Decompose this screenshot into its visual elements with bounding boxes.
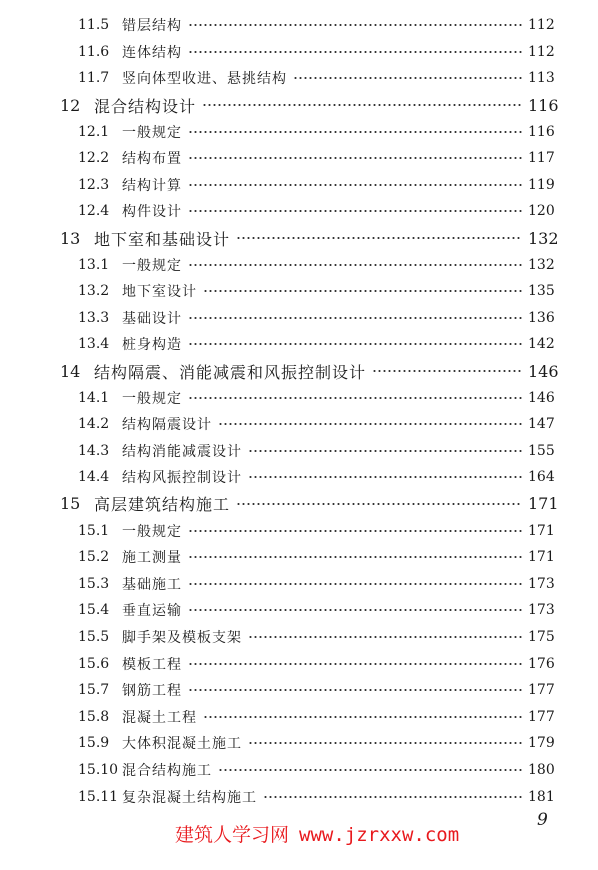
toc-section-row	[0, 305, 598, 332]
toc-title: 构件设计	[122, 204, 182, 221]
toc-page-number: 116	[528, 95, 559, 115]
toc-title: 地下室设计	[122, 284, 197, 301]
dot-leader	[188, 683, 522, 697]
dot-leader	[188, 603, 522, 617]
toc-section-row	[0, 198, 598, 225]
toc-number: 15.11	[78, 788, 119, 805]
toc-number: 15.7	[78, 682, 110, 699]
toc-number: 14.1	[78, 389, 110, 406]
dot-leader	[188, 204, 522, 218]
toc-section-row	[0, 544, 598, 571]
page-number: 9	[537, 810, 548, 830]
toc-title: 一般规定	[122, 124, 182, 141]
dot-leader	[188, 18, 522, 32]
toc-number: 11.5	[78, 17, 110, 34]
toc-page-number: 155	[528, 442, 555, 459]
toc-title: 混合结构施工	[122, 762, 212, 779]
dot-leader	[188, 125, 522, 139]
toc-page-number: 175	[528, 628, 555, 645]
toc-title: 施工测量	[122, 550, 182, 567]
toc-number: 12.2	[78, 150, 110, 167]
toc-page-number: 171	[528, 494, 559, 514]
toc-section-row	[0, 703, 598, 730]
toc-page-number: 179	[528, 735, 555, 752]
toc-section-row	[0, 757, 598, 784]
toc-number: 15	[60, 494, 81, 514]
toc-section-row	[0, 278, 598, 305]
toc-title: 复杂混凝土结构施工	[122, 789, 257, 806]
toc-page-number: 176	[528, 655, 555, 672]
toc-chapter-row	[0, 358, 598, 385]
dot-leader	[293, 71, 522, 85]
toc-page-number: 119	[528, 176, 555, 193]
toc-number: 11.7	[78, 70, 110, 87]
dot-leader	[248, 470, 522, 484]
toc-page-number: 142	[528, 336, 555, 353]
watermark-footer	[175, 820, 459, 847]
toc-page-number: 117	[528, 150, 555, 167]
dot-leader	[202, 98, 522, 112]
dot-leader	[188, 550, 522, 564]
dot-leader	[248, 444, 522, 458]
toc-section-row	[0, 517, 598, 544]
toc-title: 混合结构设计	[94, 96, 197, 116]
toc-title: 结构隔震设计	[122, 417, 212, 434]
toc-number: 15.1	[78, 522, 110, 539]
toc-page-number: 173	[528, 602, 555, 619]
dot-leader	[248, 630, 522, 644]
toc-title: 结构风振控制设计	[122, 470, 242, 487]
toc-section-row	[0, 251, 598, 278]
toc-page-number: 171	[528, 522, 555, 539]
toc-section-row	[0, 331, 598, 358]
toc-number: 13.2	[78, 283, 110, 300]
dot-leader	[188, 391, 522, 405]
toc-title: 结构布置	[122, 151, 182, 168]
dot-leader	[263, 790, 522, 804]
toc-page-number: 132	[528, 256, 555, 273]
toc-page-number: 146	[528, 389, 555, 406]
toc-section-row	[0, 650, 598, 677]
toc-title: 连体结构	[122, 44, 182, 61]
toc-title: 结构消能减震设计	[122, 443, 242, 460]
toc-title: 基础设计	[122, 310, 182, 327]
dot-leader	[236, 497, 522, 511]
toc-number: 15.10	[78, 761, 119, 778]
toc-number: 15.5	[78, 628, 110, 645]
dot-leader	[188, 657, 522, 671]
toc-number: 12.4	[78, 203, 110, 220]
toc-section-row	[0, 597, 598, 624]
toc-number: 13	[60, 228, 81, 248]
toc-section-row	[0, 12, 598, 39]
toc-title: 高层建筑结构施工	[94, 495, 231, 515]
toc-page-number: 136	[528, 309, 555, 326]
toc-number: 13.3	[78, 309, 110, 326]
dot-leader	[188, 337, 522, 351]
toc-section-row	[0, 464, 598, 491]
toc-section-row	[0, 65, 598, 92]
toc-section-row	[0, 677, 598, 704]
toc-number: 13.1	[78, 256, 110, 273]
toc-number: 15.8	[78, 708, 110, 725]
dot-leader	[188, 258, 522, 272]
toc-page-number: 112	[528, 43, 555, 60]
site-name: 建筑人学习网	[175, 824, 290, 846]
toc-title: 桩身构造	[122, 337, 182, 354]
toc-title: 结构计算	[122, 177, 182, 194]
toc-page-number: 171	[528, 549, 555, 566]
toc-page-number: 181	[528, 788, 555, 805]
toc-title: 钢筋工程	[122, 683, 182, 700]
dot-leader	[188, 178, 522, 192]
toc-section-row	[0, 783, 598, 810]
toc-page-number: 132	[528, 228, 559, 248]
toc-page-number: 173	[528, 575, 555, 592]
toc-title: 脚手架及模板支架	[122, 629, 242, 646]
toc-chapter-row	[0, 225, 598, 252]
toc-page-number: 146	[528, 361, 559, 381]
toc-number: 15.4	[78, 602, 110, 619]
toc-section-row	[0, 145, 598, 172]
toc-page-number: 135	[528, 283, 555, 300]
toc-number: 15.9	[78, 735, 110, 752]
toc-number: 12.3	[78, 176, 110, 193]
toc-title: 基础施工	[122, 576, 182, 593]
dot-leader	[188, 45, 522, 59]
toc-number: 14.2	[78, 416, 110, 433]
toc-page-number: 180	[528, 761, 555, 778]
toc-title: 结构隔震、消能减震和风振控制设计	[94, 362, 367, 382]
toc-title: 竖向体型收进、悬挑结构	[122, 71, 287, 88]
toc-title: 地下室和基础设计	[94, 229, 231, 249]
toc-number: 12	[60, 95, 81, 115]
dot-leader	[203, 710, 522, 724]
toc-section-row	[0, 411, 598, 438]
site-url: www.jzrxxw.com	[299, 824, 460, 846]
toc-title: 一般规定	[122, 523, 182, 540]
toc-chapter-row	[0, 491, 598, 518]
toc-page-number: 147	[528, 416, 555, 433]
toc-section-row	[0, 624, 598, 651]
toc-number: 15.6	[78, 655, 110, 672]
dot-leader	[188, 577, 522, 591]
toc-section-row	[0, 39, 598, 66]
toc-number: 12.1	[78, 123, 110, 140]
toc-title: 错层结构	[122, 18, 182, 35]
dot-leader	[248, 736, 522, 750]
toc-title: 大体积混凝土施工	[122, 736, 242, 753]
toc-section-row	[0, 384, 598, 411]
dot-leader	[372, 364, 522, 378]
toc-number: 13.4	[78, 336, 110, 353]
dot-leader	[236, 231, 522, 245]
toc-number: 14.3	[78, 442, 110, 459]
dot-leader	[218, 417, 522, 431]
dot-leader	[188, 524, 522, 538]
dot-leader	[203, 284, 522, 298]
toc-page-number: 177	[528, 708, 555, 725]
toc-number: 14.4	[78, 469, 110, 486]
toc-title: 混凝土工程	[122, 709, 197, 726]
toc-page-number: 164	[528, 469, 555, 486]
toc-number: 15.2	[78, 549, 110, 566]
toc-title: 垂直运输	[122, 603, 182, 620]
toc-title: 一般规定	[122, 390, 182, 407]
toc-number: 14	[60, 361, 81, 381]
toc-section-row	[0, 730, 598, 757]
toc-title: 模板工程	[122, 656, 182, 673]
toc-page-number: 116	[528, 123, 555, 140]
toc-section-row	[0, 172, 598, 199]
toc-number: 15.3	[78, 575, 110, 592]
dot-leader	[188, 151, 522, 165]
toc-chapter-row	[0, 92, 598, 119]
dot-leader	[188, 311, 522, 325]
toc-page-number: 120	[528, 203, 555, 220]
toc-section-row	[0, 438, 598, 465]
toc-section-row	[0, 570, 598, 597]
dot-leader	[218, 763, 522, 777]
toc-number: 11.6	[78, 43, 110, 60]
toc-page-number: 112	[528, 17, 555, 34]
toc-page-number: 113	[528, 70, 555, 87]
table-of-contents	[0, 12, 598, 810]
toc-title: 一般规定	[122, 257, 182, 274]
toc-page-number: 177	[528, 682, 555, 699]
toc-section-row	[0, 118, 598, 145]
